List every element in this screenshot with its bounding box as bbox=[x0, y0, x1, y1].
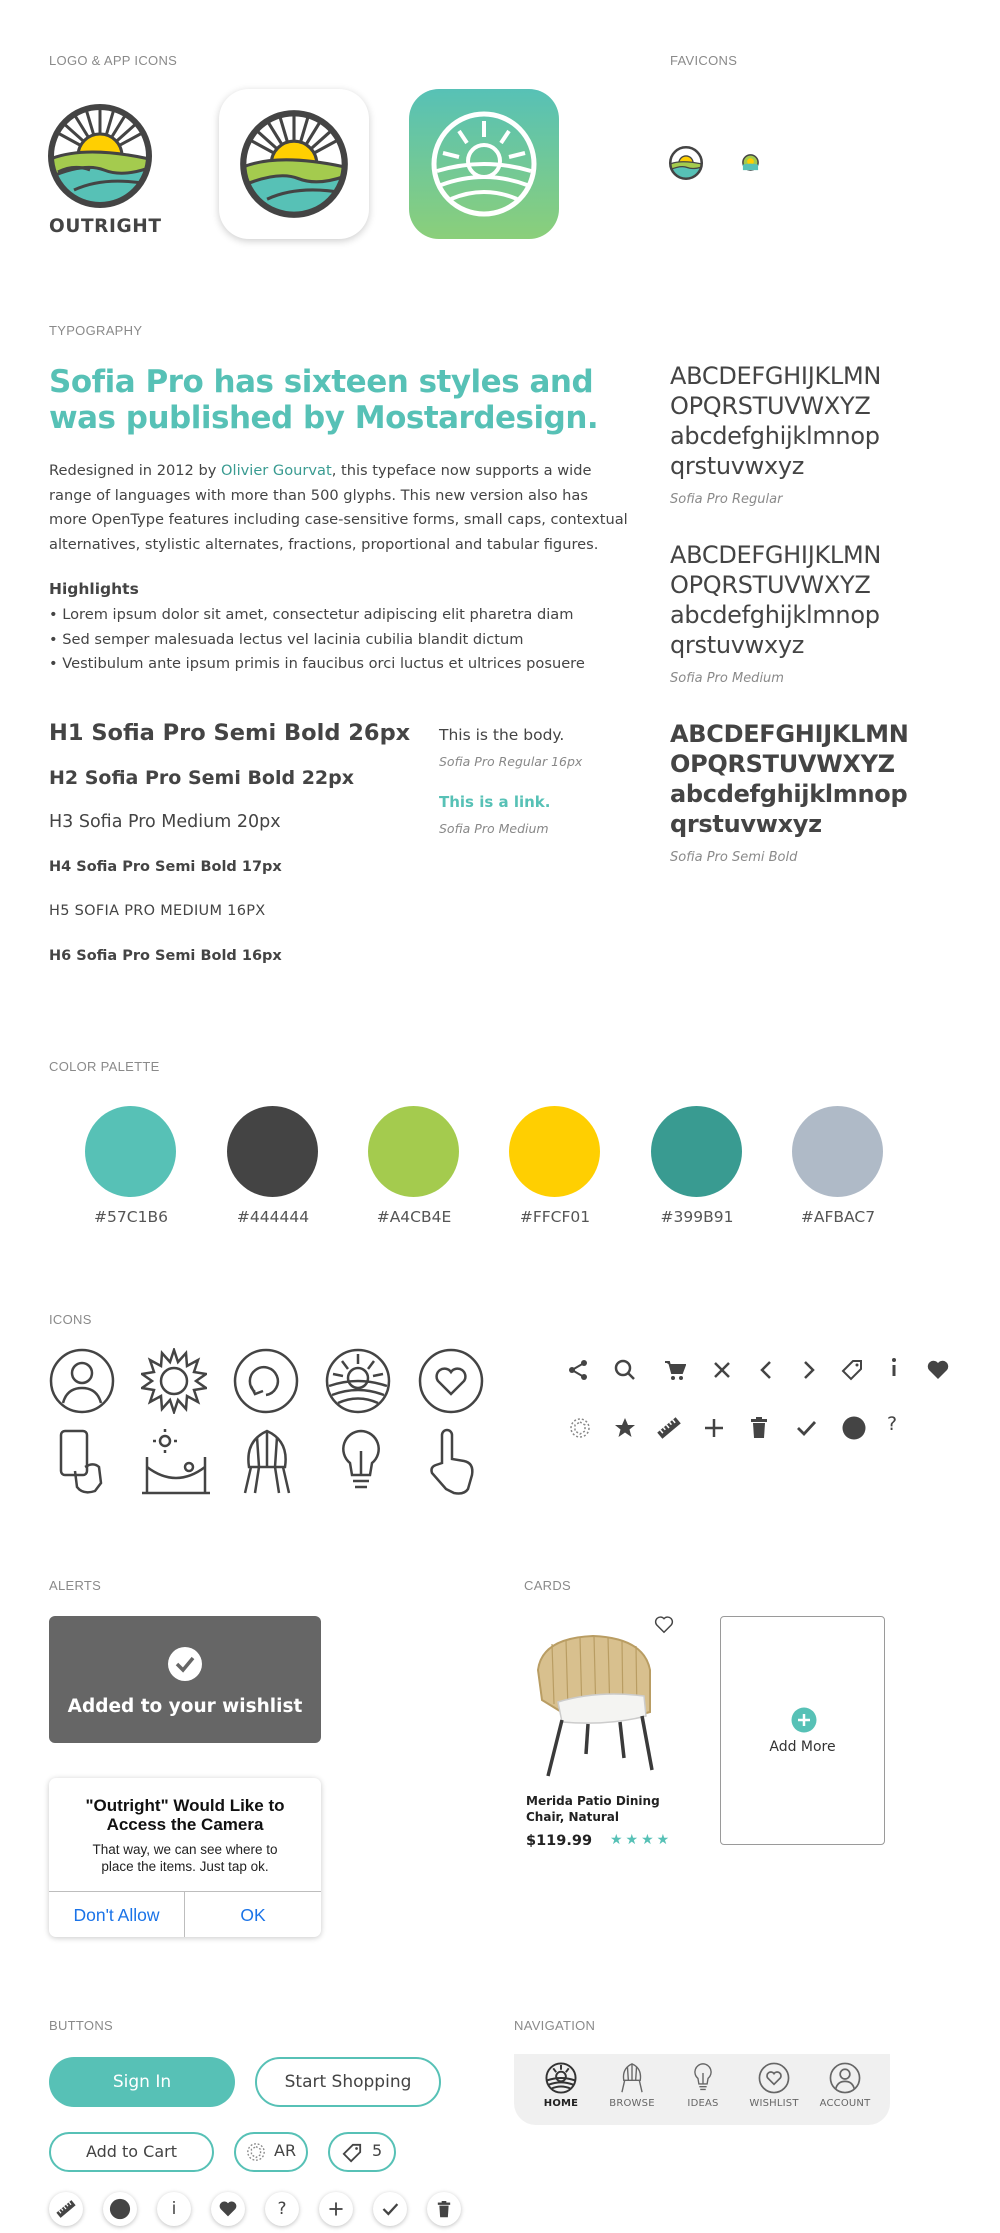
favicon-large-icon bbox=[668, 145, 704, 181]
chevron-left-icon bbox=[756, 1359, 778, 1381]
refresh-icon bbox=[233, 1348, 299, 1414]
tap-icon bbox=[424, 1427, 480, 1497]
nav-item-label: IDEAS bbox=[687, 2098, 719, 2109]
nav-item-ideas[interactable] bbox=[673, 2062, 733, 2109]
ar-label: AR bbox=[274, 2141, 297, 2160]
alphabet-line: OPQRSTUVWXYZ bbox=[670, 571, 871, 599]
question-button[interactable]: ? bbox=[265, 2192, 299, 2226]
cart-icon bbox=[664, 1359, 686, 1381]
chair-product-image bbox=[528, 1630, 658, 1780]
body-sample: This is the body. bbox=[439, 726, 565, 744]
sign-in-button[interactable]: Sign In bbox=[49, 2057, 235, 2107]
hammock-icon bbox=[141, 1427, 211, 1497]
ok-button[interactable]: OK bbox=[185, 1891, 321, 1937]
link-sample[interactable]: This is a link. bbox=[439, 793, 551, 811]
product-card[interactable] bbox=[514, 1616, 686, 1856]
section-label-buttons: BUTTONS bbox=[49, 2018, 113, 2033]
nav-item-wishlist[interactable] bbox=[744, 2062, 804, 2109]
check-button[interactable] bbox=[373, 2192, 407, 2226]
logo-outline-icon bbox=[325, 1348, 391, 1414]
add-more-label: Add More bbox=[769, 1739, 836, 1755]
logo-outline-icon bbox=[429, 109, 539, 219]
color-hex-label: #444444 bbox=[236, 1208, 310, 1226]
dot-icon bbox=[842, 1416, 866, 1440]
alphabet-medium bbox=[670, 540, 881, 660]
color-swatch-yellow bbox=[509, 1106, 600, 1197]
dialog-body: That way, we can see where to place the items. Just tap ok. bbox=[92, 1842, 278, 1874]
wishlist-heart-icon[interactable] bbox=[654, 1616, 674, 1634]
trash-button[interactable] bbox=[427, 2192, 461, 2226]
typography-paragraph bbox=[49, 459, 629, 557]
h5-sample: H5 SOFIA PRO MEDIUM 16PX bbox=[49, 903, 266, 919]
h6-sample: H6 Sofia Pro Semi Bold 16px bbox=[49, 948, 282, 964]
add-more-card[interactable] bbox=[720, 1616, 885, 1845]
alphabet-line: abcdefghijklmnop bbox=[670, 422, 880, 450]
section-label-cards: CARDS bbox=[524, 1578, 572, 1593]
plus-icon bbox=[703, 1417, 725, 1439]
add-circle-icon bbox=[791, 1707, 817, 1733]
highlights-list bbox=[49, 603, 585, 677]
color-hex-label: #57C1B6 bbox=[94, 1208, 168, 1226]
dot-icon bbox=[109, 2198, 131, 2220]
section-label-icons: ICONS bbox=[49, 1312, 92, 1327]
heart-circle-icon bbox=[418, 1348, 484, 1414]
phone-hand-icon bbox=[55, 1427, 111, 1497]
color-swatch-dark bbox=[227, 1106, 318, 1197]
nav-item-browse[interactable] bbox=[602, 2062, 662, 2109]
heart-icon bbox=[219, 2200, 237, 2218]
color-swatch-teal bbox=[85, 1106, 176, 1197]
nav-item-label: ACCOUNT bbox=[819, 2098, 871, 2109]
tag-count-label: 5 bbox=[372, 2141, 383, 2160]
wishlist-toast bbox=[49, 1616, 321, 1743]
check-icon bbox=[381, 2200, 399, 2218]
alphabet-line: qrstuvwxyz bbox=[670, 452, 805, 480]
chair-icon bbox=[239, 1427, 295, 1497]
ruler-button[interactable] bbox=[49, 2192, 83, 2226]
favicon-small-icon bbox=[742, 154, 759, 171]
logo-icon bbox=[236, 106, 352, 222]
dialog-title: "Outright" Would Like to Access the Camera bbox=[85, 1796, 285, 1834]
tag-count-button[interactable] bbox=[328, 2132, 396, 2172]
app-icon-light bbox=[219, 89, 369, 239]
highlights-title: Highlights bbox=[49, 580, 139, 598]
color-hex-label: #AFBAC7 bbox=[800, 1208, 876, 1226]
link-caption: Sofia Pro Medium bbox=[439, 821, 549, 836]
alphabet-line: ABCDEFGHIJKLMN bbox=[670, 720, 909, 748]
alphabet-line: OPQRSTUVWXYZ bbox=[670, 392, 871, 420]
start-shopping-button[interactable]: Start Shopping bbox=[255, 2057, 441, 2107]
bottom-navigation bbox=[514, 2054, 890, 2125]
product-price: $119.99 bbox=[526, 1833, 593, 1849]
section-label-navigation: NAVIGATION bbox=[514, 2018, 596, 2033]
nav-item-home[interactable] bbox=[531, 2062, 591, 2109]
para-text-start: Redesigned in 2012 by bbox=[49, 462, 222, 479]
tag-icon bbox=[342, 2143, 362, 2163]
color-hex-label: #FFCF01 bbox=[519, 1208, 591, 1226]
nav-item-label: BROWSE bbox=[609, 2098, 655, 2109]
ar-icon bbox=[569, 1417, 591, 1439]
share-icon bbox=[567, 1359, 589, 1381]
alphabet-line: ABCDEFGHIJKLMN bbox=[670, 362, 882, 390]
user-icon bbox=[829, 2062, 861, 2094]
logo-icon bbox=[44, 100, 156, 212]
ruler-icon bbox=[657, 1417, 681, 1439]
chair-icon bbox=[616, 2062, 648, 2094]
color-swatch-dark-teal bbox=[651, 1106, 742, 1197]
app-icon-color bbox=[409, 89, 559, 239]
ar-button[interactable] bbox=[234, 2132, 308, 2172]
logo-wordmark: OUTRIGHT bbox=[49, 216, 162, 237]
camera-permission-dialog bbox=[49, 1778, 321, 1937]
nav-item-label: HOME bbox=[543, 2098, 579, 2109]
nav-item-label: WISHLIST bbox=[749, 2098, 799, 2109]
trash-icon bbox=[750, 1417, 768, 1439]
ruler-icon bbox=[56, 2200, 76, 2218]
dont-allow-button[interactable]: Don't Allow bbox=[49, 1891, 185, 1937]
section-label-typography: TYPOGRAPHY bbox=[49, 323, 143, 338]
designer-link[interactable]: Olivier Gourvat bbox=[221, 462, 332, 479]
dot-button[interactable] bbox=[103, 2192, 137, 2226]
chevron-right-icon bbox=[797, 1359, 819, 1381]
search-icon bbox=[614, 1359, 636, 1381]
check-circle-icon bbox=[167, 1646, 203, 1682]
nav-item-account[interactable] bbox=[815, 2062, 875, 2109]
heart-icon bbox=[927, 1359, 949, 1381]
check-icon bbox=[795, 1417, 817, 1439]
alphabet-regular bbox=[670, 361, 881, 481]
tag-icon bbox=[841, 1359, 863, 1381]
heart-button[interactable] bbox=[211, 2192, 245, 2226]
star-icon bbox=[614, 1417, 636, 1439]
alphabet-line: abcdefghijklmnop bbox=[670, 780, 908, 808]
h4-sample: H4 Sofia Pro Semi Bold 17px bbox=[49, 859, 282, 875]
list-item: • Sed semper malesuada lectus vel lacinia cubilia blandit dictum bbox=[49, 630, 524, 648]
typography-headline: Sofia Pro has sixteen styles and was published by Mostardesign. bbox=[49, 364, 599, 436]
color-hex-label: #399B91 bbox=[660, 1208, 734, 1226]
plus-button[interactable] bbox=[319, 2192, 353, 2226]
user-icon bbox=[49, 1348, 115, 1414]
alphabet-line: ABCDEFGHIJKLMN bbox=[670, 541, 882, 569]
product-rating-stars: ★★★★ bbox=[610, 1832, 673, 1848]
section-label-logo: LOGO & APP ICONS bbox=[49, 53, 178, 68]
info-icon bbox=[887, 1356, 901, 1380]
lightbulb-icon bbox=[687, 2062, 719, 2094]
alphabet-semibold bbox=[670, 719, 909, 839]
ar-icon bbox=[246, 2142, 266, 2162]
alphabet-caption: Sofia Pro Semi Bold bbox=[670, 850, 798, 865]
lightbulb-icon bbox=[336, 1427, 386, 1497]
alphabet-caption: Sofia Pro Regular bbox=[670, 492, 783, 507]
h1-sample: H1 Sofia Pro Semi Bold 26px bbox=[49, 720, 411, 746]
sun-icon bbox=[141, 1348, 207, 1414]
h2-sample: H2 Sofia Pro Semi Bold 22px bbox=[49, 767, 355, 789]
add-to-cart-button[interactable]: Add to Cart bbox=[49, 2132, 214, 2172]
color-swatch-green bbox=[368, 1106, 459, 1197]
home-logo-icon bbox=[545, 2062, 577, 2094]
plus-icon bbox=[328, 2201, 344, 2217]
close-icon bbox=[711, 1359, 733, 1381]
heart-circle-icon bbox=[758, 2062, 790, 2094]
alphabet-line: qrstuvwxyz bbox=[670, 810, 822, 838]
info-button[interactable]: i bbox=[157, 2192, 191, 2226]
trash-icon bbox=[437, 2201, 451, 2218]
section-label-colors: COLOR PALETTE bbox=[49, 1059, 160, 1074]
para-text-end: , this typeface now supports a wide range of languages with more than 500 glyphs. This new version also has more OpenType features including case-sensitive forms, small caps, contextual alternatives, stylistic alternates, fractions, proportional and tabular figures. bbox=[49, 462, 628, 553]
body-caption: Sofia Pro Regular 16px bbox=[439, 754, 583, 769]
color-swatch-gray bbox=[792, 1106, 883, 1197]
wishlist-toast-text: Added to your wishlist bbox=[67, 1696, 303, 1717]
color-hex-label: #A4CB4E bbox=[376, 1208, 452, 1226]
product-name: Merida Patio Dining Chair, Natural bbox=[526, 1794, 660, 1824]
question-icon: ? bbox=[887, 1413, 898, 1435]
list-item: • Lorem ipsum dolor sit amet, consectetur adipiscing elit pharetra diam bbox=[49, 606, 574, 623]
list-item: • Vestibulum ante ipsum primis in faucibus orci luctus et ultrices posuere bbox=[49, 655, 585, 672]
alphabet-caption: Sofia Pro Medium bbox=[670, 671, 784, 686]
alphabet-line: OPQRSTUVWXYZ bbox=[670, 750, 895, 778]
section-label-favicons: FAVICONS bbox=[670, 53, 738, 68]
alphabet-line: qrstuvwxyz bbox=[670, 631, 805, 659]
h3-sample: H3 Sofia Pro Medium 20px bbox=[49, 812, 281, 832]
alphabet-line: abcdefghijklmnop bbox=[670, 601, 880, 629]
section-label-alerts: ALERTS bbox=[49, 1578, 102, 1593]
